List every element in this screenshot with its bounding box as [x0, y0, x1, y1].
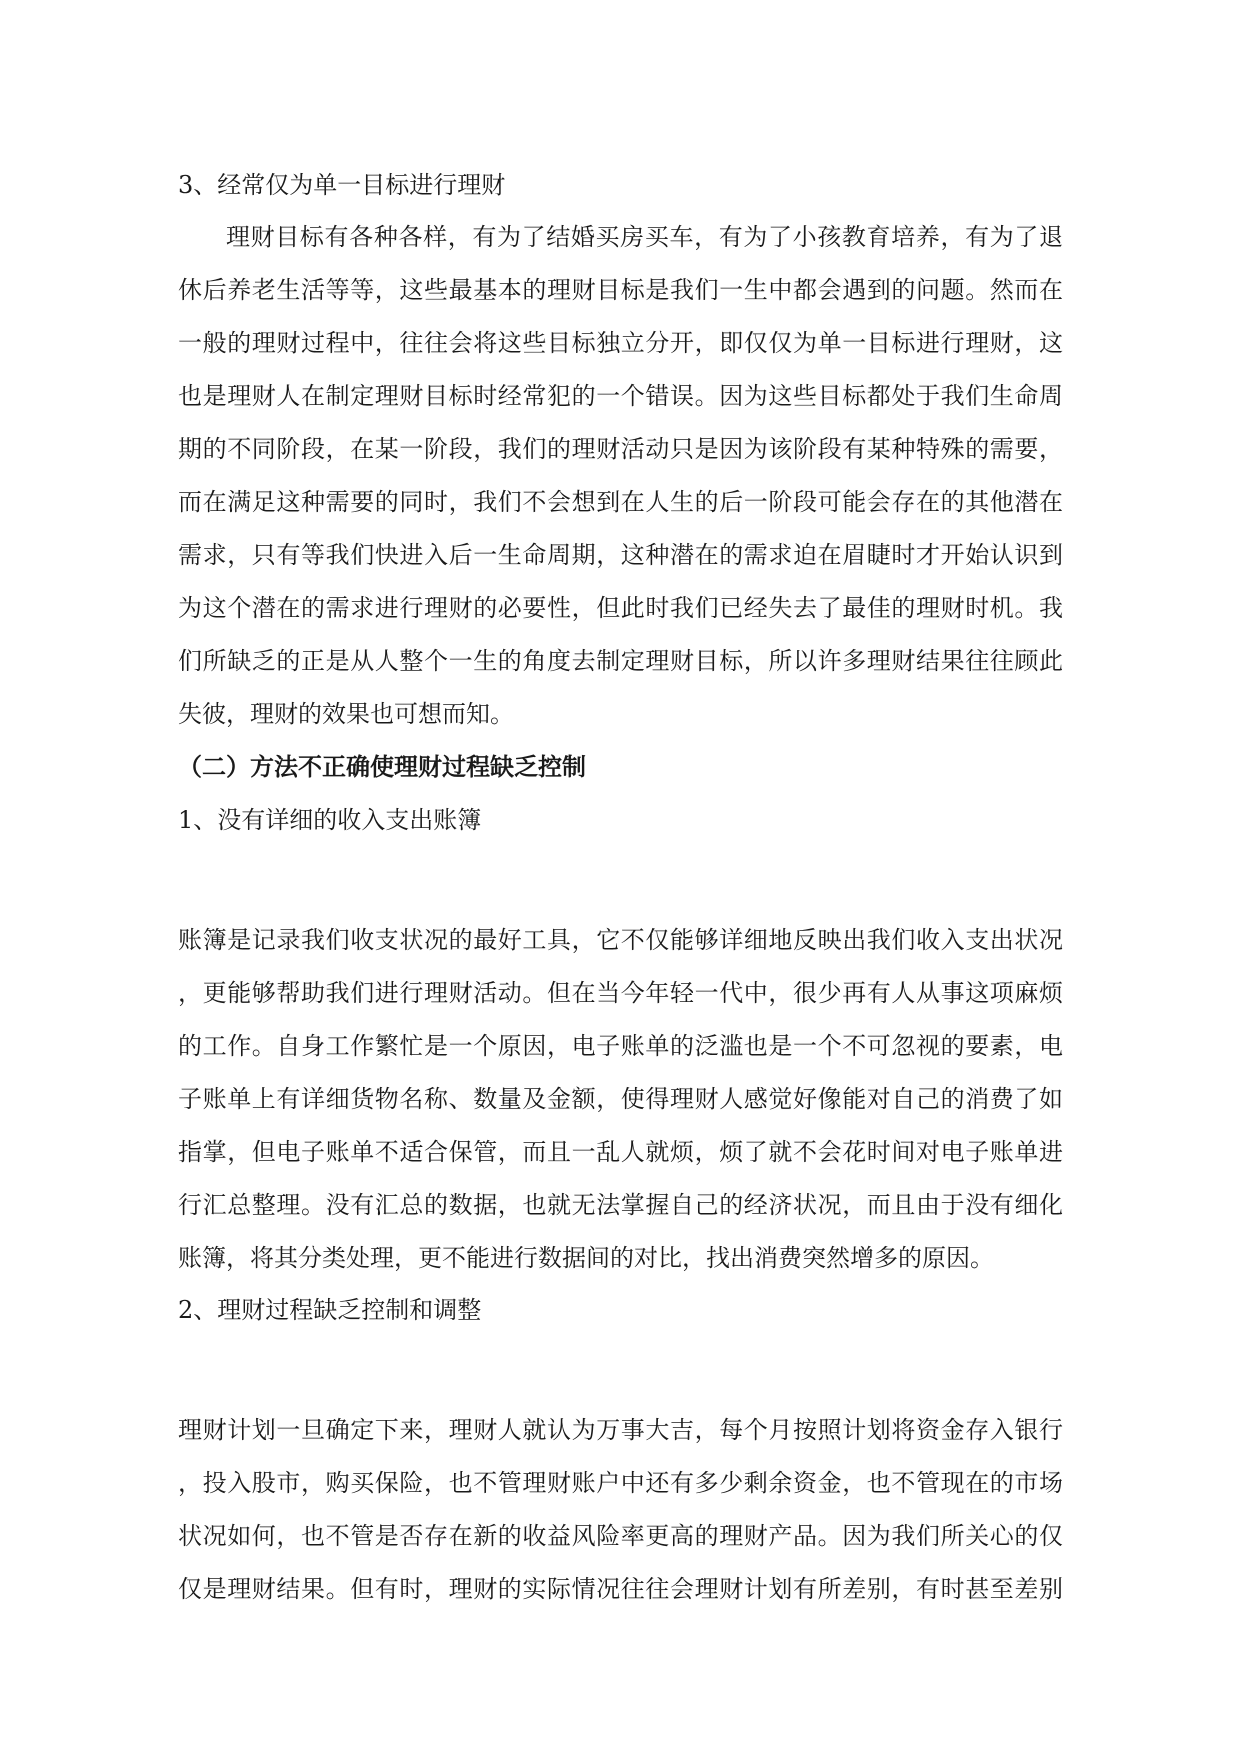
paragraph-line: 子账单上有详细货物名称、数量及金额，使得理财人感觉好像能对自己的消费了如 [178, 1085, 1063, 1113]
paragraph-line: 一般的理财过程中，往往会将这些目标独立分开，即仅仅为单一目标进行理财，这 [178, 329, 1063, 357]
paragraph-line: ，更能够帮助我们进行理财活动。但在当今年轻一代中，很少再有人从事这项麻烦 [178, 979, 1063, 1007]
paragraph-line: 状况如何，也不管是否存在新的收益风险率更高的理财产品。因为我们所关心的仅 [178, 1522, 1063, 1550]
paragraph-line: 需求，只有等我们快进入后一生命周期，这种潜在的需求迫在眉睫时才开始认识到 [178, 541, 1063, 569]
paragraph-line: 们所缺乏的正是从人整个一生的角度去制定理财目标，所以许多理财结果往往顾此 [178, 647, 1063, 675]
paragraph-line: 的工作。自身工作繁忙是一个原因，电子账单的泛滥也是一个不可忽视的要素，电 [178, 1032, 1063, 1060]
paragraph-line: 指掌，但电子账单不适合保管，而且一乱人就烦，烦了就不会花时间对电子账单进 [178, 1138, 1063, 1166]
paragraph-line: 理财目标有各种各样，有为了结婚买房买车，有为了小孩教育培养，有为了退 [226, 223, 1063, 251]
paragraph-line: 也是理财人在制定理财目标时经常犯的一个错误。因为这些目标都处于我们生命周 [178, 382, 1063, 410]
paragraph-line: 账簿是记录我们收支状况的最好工具，它不仅能够详细地反映出我们收入支出状况 [178, 926, 1063, 954]
heading-control: 2、理财过程缺乏控制和调整 [178, 1296, 482, 1324]
paragraph-line: 账簿，将其分类处理，更不能进行数据间的对比，找出消费突然增多的原因。 [178, 1244, 994, 1272]
paragraph-line: 为这个潜在的需求进行理财的必要性，但此时我们已经失去了最佳的理财时机。我 [178, 594, 1063, 622]
paragraph-line: 期的不同阶段，在某一阶段，我们的理财活动只是因为该阶段有某种特殊的需要， [178, 435, 1063, 463]
paragraph-line: 行汇总整理。没有汇总的数据，也就无法掌握自己的经济状况，而且由于没有细化 [178, 1191, 1063, 1219]
paragraph-line: 理财计划一旦确定下来，理财人就认为万事大吉，每个月按照计划将资金存入银行 [178, 1416, 1063, 1444]
heading-ledger: 1、没有详细的收入支出账簿 [178, 806, 482, 834]
paragraph-line: 仅是理财结果。但有时，理财的实际情况往往会理财计划有所差别，有时甚至差别 [178, 1575, 1063, 1603]
paragraph-line: 失彼，理财的效果也可想而知。 [178, 700, 514, 728]
paragraph-line: 休后养老生活等等，这些最基本的理财目标是我们一生中都会遇到的问题。然而在 [178, 276, 1063, 304]
heading-single-goal: 3、经常仅为单一目标进行理财 [178, 171, 506, 199]
section-heading: （二）方法不正确使理财过程缺乏控制 [178, 753, 586, 781]
paragraph-line: ，投入股市，购买保险，也不管理财账户中还有多少剩余资金，也不管现在的市场 [178, 1469, 1063, 1497]
paragraph-line: 而在满足这种需要的同时，我们不会想到在人生的后一阶段可能会存在的其他潜在 [178, 488, 1063, 516]
